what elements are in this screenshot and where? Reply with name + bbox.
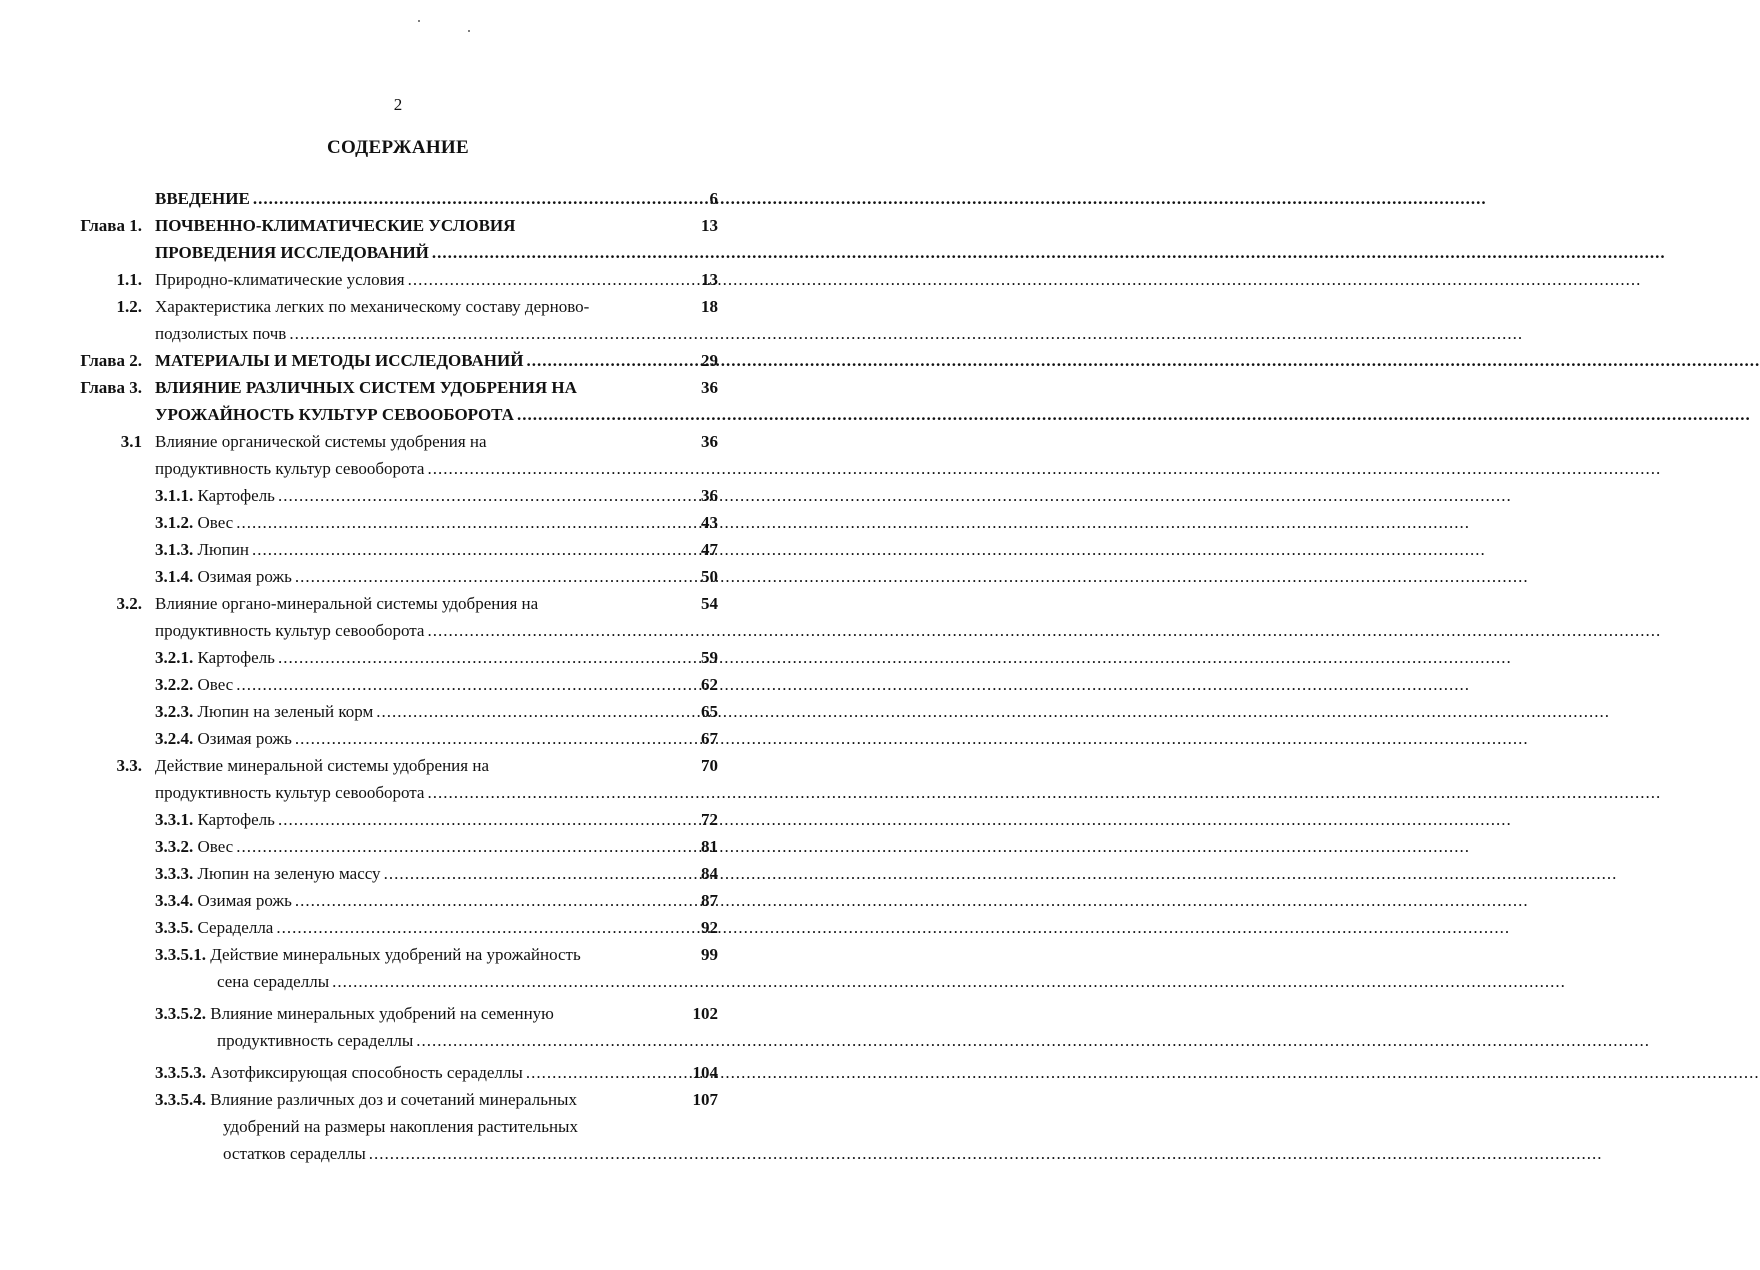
dot-leader <box>332 968 1566 995</box>
toc-entry-title: Овес <box>197 675 234 694</box>
toc-entry <box>0 185 796 212</box>
toc-entry-title: Влияние органо-минеральной системы удобрения на <box>155 594 539 613</box>
toc-entry-code: 3.1.4. <box>155 567 194 586</box>
toc-entry-title: ПОЧВЕННО-КЛИМАТИЧЕСКИЕ УСЛОВИЯ <box>155 216 516 235</box>
dot-leader <box>252 536 1486 563</box>
toc-entry-title: Сераделла <box>197 918 274 937</box>
toc-title: СОДЕРЖАНИЕ <box>327 137 469 158</box>
dot-leader <box>295 563 1529 590</box>
dot-leader <box>278 644 1512 671</box>
toc-page-number: 47 <box>701 540 718 559</box>
toc-entry-title: Картофель <box>197 810 275 829</box>
dot-leader <box>432 239 1666 266</box>
toc-entry-title: Люпин <box>197 540 250 559</box>
toc-page-number: 67 <box>701 729 718 748</box>
toc-entry-title: Озимая рожь <box>197 729 292 748</box>
toc-page-number: 99 <box>701 945 718 964</box>
toc-entry-number: Глава 2. <box>80 351 142 370</box>
toc-entry-code: 3.2.4. <box>155 729 194 748</box>
toc-page-number: 59 <box>701 648 718 667</box>
dot-leader <box>236 833 1470 860</box>
toc-entry-code: 3.3.5.2. <box>155 1004 206 1023</box>
toc-entry-code: 3.2.1. <box>155 648 194 667</box>
toc-entry-code: 3.3.4. <box>155 891 194 910</box>
dot-leader <box>236 671 1470 698</box>
toc-entry-title: Картофель <box>197 486 275 505</box>
dot-leader <box>384 860 1618 887</box>
toc-entry <box>0 347 796 374</box>
toc-entry-code: 3.3.1. <box>155 810 194 829</box>
toc-page-number: 18 <box>701 297 718 316</box>
toc-entry-number: Глава 1. <box>80 216 142 235</box>
toc-entry <box>0 644 796 671</box>
toc-entry-number: 3.1 <box>120 432 142 451</box>
toc-entry-title: Характеристика легких по механическому составу дерново- <box>155 297 590 316</box>
toc-entry-title: ПРОВЕДЕНИЯ ИССЛЕДОВАНИЙ <box>155 243 429 262</box>
toc-entry <box>0 266 796 293</box>
table-of-contents <box>0 185 796 1167</box>
toc-page-number: 43 <box>701 513 718 532</box>
toc-entry-title: Озимая рожь <box>197 891 292 910</box>
toc-entry-title: продуктивность культур севооборота <box>155 783 425 802</box>
toc-entry-code: 3.3.2. <box>155 837 194 856</box>
toc-entry <box>0 1086 796 1167</box>
toc-entry-number: 3.2. <box>116 594 142 613</box>
dot-leader <box>289 320 1523 347</box>
toc-entry-number: 3.3. <box>116 756 142 775</box>
toc-entry <box>0 860 796 887</box>
dot-leader <box>295 887 1529 914</box>
toc-entry-code: 3.3.5.3. <box>155 1063 206 1082</box>
toc-entry <box>0 698 796 725</box>
toc-entry-title: ВВЕДЕНИЕ <box>155 189 250 208</box>
toc-entry-title: Озимая рожь <box>197 567 292 586</box>
toc-entry <box>0 806 796 833</box>
toc-entry <box>0 293 796 347</box>
toc-entry <box>0 887 796 914</box>
toc-entry-title: подзолистых почв <box>155 324 287 343</box>
toc-entry-title: продуктивность культур севооборота <box>155 459 425 478</box>
toc-entry <box>0 671 796 698</box>
toc-page-number: 6 <box>709 189 718 208</box>
dot-leader <box>427 455 1661 482</box>
toc-entry-title: продуктивность культур севооборота <box>155 621 425 640</box>
toc-entry <box>0 941 796 995</box>
toc-entry <box>0 1059 796 1086</box>
toc-page-number: 36 <box>701 486 718 505</box>
toc-entry-code: 3.3.5.1. <box>155 945 206 964</box>
toc-entry-code: 3.2.2. <box>155 675 194 694</box>
toc-entry <box>0 725 796 752</box>
page-number: 2 <box>393 95 403 114</box>
toc-page-number: 36 <box>701 378 718 397</box>
toc-entry-title: остатков сераделлы <box>223 1144 366 1163</box>
toc-entry-title: Влияние минеральных удобрений на семенную <box>210 1004 554 1023</box>
toc-page-number: 50 <box>701 567 718 586</box>
toc-entry-title: продуктивность сераделлы <box>217 1031 414 1050</box>
dot-leader <box>236 509 1470 536</box>
toc-entry <box>0 833 796 860</box>
dot-leader <box>408 266 1642 293</box>
dot-leader <box>278 806 1512 833</box>
dot-leader <box>376 698 1610 725</box>
dot-leader <box>517 401 1751 428</box>
scan-speck <box>418 20 420 22</box>
toc-page-number: 81 <box>701 837 718 856</box>
toc-entry-title: сена сераделлы <box>217 972 330 991</box>
toc-page-number: 36 <box>701 432 718 451</box>
toc-entry-title: удобрений на размеры накопления растительных <box>223 1117 578 1136</box>
toc-entry-title: Влияние органической системы удобрения на <box>155 432 487 451</box>
toc-page-number: 65 <box>701 702 718 721</box>
dot-leader <box>369 1140 1603 1167</box>
dot-leader <box>416 1027 1650 1054</box>
dot-leader <box>278 482 1512 509</box>
dot-leader <box>295 725 1529 752</box>
toc-entry <box>0 914 796 941</box>
toc-page-number: 13 <box>701 270 718 289</box>
toc-entry-title: Азотфиксирующая способность сераделлы <box>210 1063 523 1082</box>
toc-page-number: 29 <box>701 351 718 370</box>
toc-entry-code: 3.1.2. <box>155 513 194 532</box>
toc-entry <box>0 563 796 590</box>
scan-speck <box>468 30 470 32</box>
dot-leader <box>253 185 1487 212</box>
toc-page-number: 107 <box>692 1090 718 1109</box>
toc-entry <box>0 536 796 563</box>
toc-entry-title: Влияние различных доз и сочетаний минеральных <box>210 1090 577 1109</box>
toc-entry-number: 1.1. <box>116 270 142 289</box>
toc-entry-title: МАТЕРИАЛЫ И МЕТОДЫ ИССЛЕДОВАНИЙ <box>155 351 524 370</box>
toc-entry-number: 1.2. <box>116 297 142 316</box>
toc-page-number: 84 <box>701 864 718 883</box>
dot-leader <box>276 914 1510 941</box>
toc-entry <box>0 752 796 806</box>
toc-page-number: 87 <box>701 891 718 910</box>
toc-page-number: 72 <box>701 810 718 829</box>
toc-page-number: 92 <box>701 918 718 937</box>
toc-page-number: 13 <box>701 216 718 235</box>
toc-entry <box>0 482 796 509</box>
toc-entry-code: 3.3.3. <box>155 864 194 883</box>
toc-entry-code: 3.3.5. <box>155 918 194 937</box>
toc-entry <box>0 509 796 536</box>
toc-entry-title: ВЛИЯНИЕ РАЗЛИЧНЫХ СИСТЕМ УДОБРЕНИЯ НА <box>155 378 577 397</box>
toc-page-number: 62 <box>701 675 718 694</box>
toc-entry-code: 3.1.1. <box>155 486 194 505</box>
toc-entry <box>0 590 796 644</box>
toc-entry-title: Действие минеральной системы удобрения на <box>155 756 489 775</box>
toc-entry-title: Овес <box>197 513 234 532</box>
dot-leader <box>427 779 1661 806</box>
toc-entry-title: Картофель <box>197 648 275 667</box>
toc-page-number: 70 <box>701 756 718 775</box>
toc-entry <box>0 1000 796 1054</box>
toc-entry-code: 3.2.3. <box>155 702 194 721</box>
toc-entry-title: Природно-климатические условия <box>155 270 405 289</box>
dot-leader <box>427 617 1661 644</box>
toc-entry-title: Люпин на зеленую массу <box>197 864 381 883</box>
toc-entry-title: УРОЖАЙНОСТЬ КУЛЬТУР СЕВООБОРОТА <box>155 405 514 424</box>
toc-page-number: 54 <box>701 594 718 613</box>
toc-entry-code: 3.1.3. <box>155 540 194 559</box>
toc-entry-title: Люпин на зеленый корм <box>197 702 374 721</box>
toc-entry-number: Глава 3. <box>80 378 142 397</box>
toc-entry <box>0 428 796 482</box>
toc-entry <box>0 212 796 266</box>
toc-page-number: 102 <box>692 1004 718 1023</box>
toc-entry <box>0 374 796 428</box>
toc-entry-title: Действие минеральных удобрений на урожайность <box>210 945 581 964</box>
toc-page-number: 104 <box>692 1063 718 1082</box>
toc-entry-title: Овес <box>197 837 234 856</box>
toc-entry-code: 3.3.5.4. <box>155 1090 206 1109</box>
